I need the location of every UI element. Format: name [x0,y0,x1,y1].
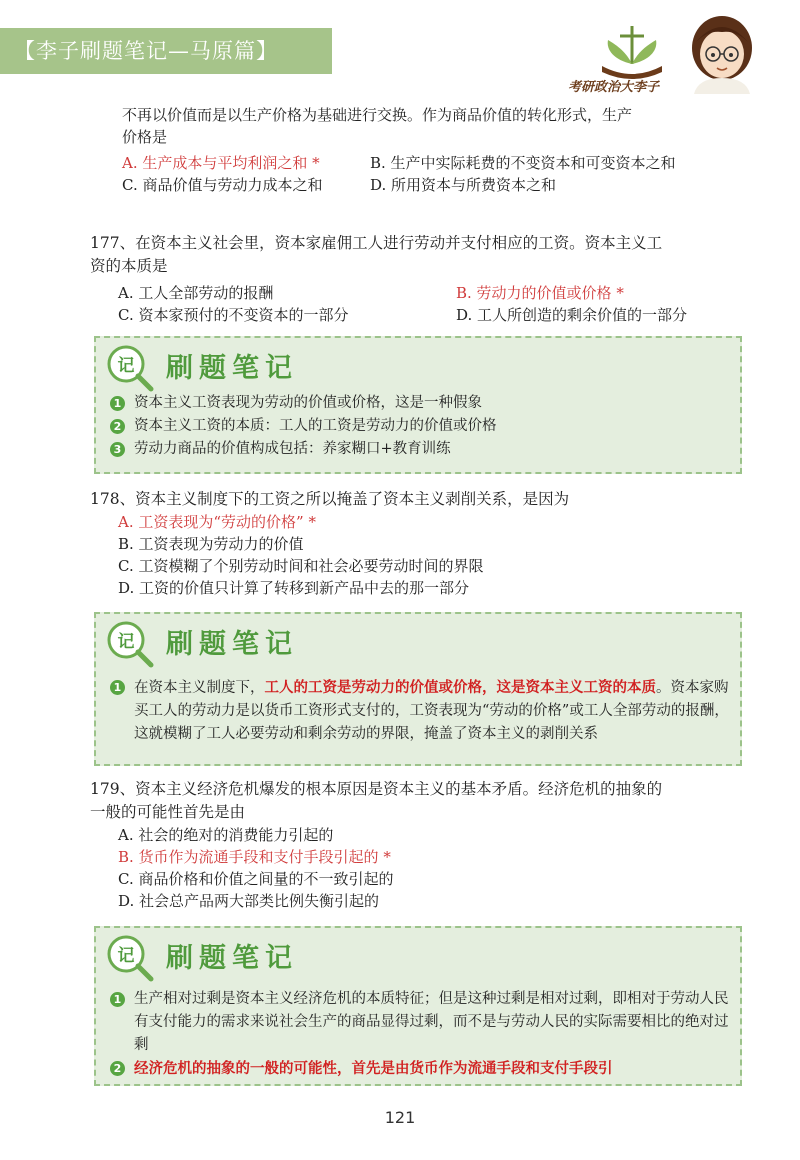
q178-option-a: A. 工资表现为“劳动的价格” * [118,513,316,531]
q179-option-c: C. 商品价格和价值之间量的不一致引起的 [118,870,394,888]
note-header [96,928,740,980]
note-box-3 [94,926,742,1086]
q179-option-d: D. 社会总产品两大部类比例失衡引起的 [118,892,380,910]
q179-option-a: A. 社会的绝对的消费能力引起的 [118,826,334,844]
q179-line2: 一般的可能性首先是由 [90,803,246,821]
note-body [96,390,740,465]
note-item: 1 在资本主义制度下，工人的工资是劳动力的价值或价格，这是资本主义工资的本质。资本家购买工人的劳动力是以货币工资形式支付的，工资表现为“劳动的价格”或工人全部劳动的报酬，这就模糊了工人必要劳动和剩余劳动的界限，掩盖了资本主义的剥削关系 [110,676,730,746]
note-body [96,666,740,750]
header-banner: 【李子刷题笔记—马原篇】 [0,28,332,74]
note-box-2 [94,612,742,766]
q179-line1: 179、资本主义经济危机爆发的根本原因是资本主义的基本矛盾。经济危机的抽象的 [90,780,663,798]
note-item: 3 劳动力商品的价值构成包括：养家糊口+教育训练 [110,438,730,461]
q177-line1: 177、在资本主义社会里，资本家雇佣工人进行劳动并支付相应的工资。资本主义工 [90,234,663,252]
magnifier-icon [104,932,156,984]
number-badge-icon: 2 [110,1061,125,1076]
q178-line1: 178、资本主义制度下的工资之所以掩盖了资本主义剥削关系，是因为 [90,490,570,508]
note-icon-char: 记 [117,356,135,376]
q176-option-c: C. 商品价值与劳动力成本之和 [122,176,323,194]
note-title: 刷题笔记 [166,353,298,384]
q176-option-d: D. 所用资本与所费资本之和 [370,176,557,194]
avatar [680,8,764,94]
q176-options-row2 [122,174,752,196]
number-badge-icon: 1 [110,396,125,411]
q177-options-row2 [90,304,740,326]
note-title: 刷题笔记 [166,629,298,660]
q176-line1: 不再以价值而是以生产价格为基础进行交换。作为商品价值的转化形式，生产 [122,106,633,124]
note-icon-char: 记 [117,632,135,652]
q176-option-a: A. 生产成本与平均利润之和 * [122,154,320,172]
q178-option-b: B. 工资表现为劳动力的价值 [118,535,304,553]
magnifier-icon [104,342,156,394]
note-box-1 [94,336,742,474]
q178-option-d: D. 工资的价值只计算了转移到新产品中去的那一部分 [118,579,470,597]
q176-options-row1 [122,152,752,174]
note-item: 2 资本主义工资的本质：工人的工资是劳动力的价值或价格 [110,415,730,438]
q177-option-b: B. 劳动力的价值或价格 * [456,284,624,302]
number-badge-icon: 2 [110,419,125,434]
note-title: 刷题笔记 [166,943,298,974]
note-icon-char: 记 [117,946,135,966]
q176-option-b: B. 生产中实际耗费的不变资本和可变资本之和 [370,154,676,172]
q177-options-row1 [90,282,740,304]
q177-line2: 资的本质是 [90,257,168,275]
number-badge-icon: 1 [110,680,125,695]
question-177 [90,232,740,326]
q177-option-c: C. 资本家预付的不变资本的一部分 [118,306,349,324]
note-item: 2 经济危机的抽象的一般的可能性，首先是由货币作为流通手段和支付手段引 [110,1057,730,1080]
number-badge-icon: 3 [110,442,125,457]
magnifier-icon [104,618,156,670]
highlight-text: 工人的工资是劳动力的价值或价格，这是资本主义工资的本质 [264,679,656,696]
brand-text: 考研政治大李子 [568,80,660,95]
question-178 [90,488,740,599]
q177-option-d: D. 工人所创造的剩余价值的一部分 [456,306,688,324]
note-item: 1 资本主义工资表现为劳动的价值或价格，这是一种假象 [110,392,730,415]
note-header [96,614,740,666]
logo-icon [592,20,672,84]
page-number: 121 [384,1108,416,1127]
note-item: 1 生产相对过剩是资本主义经济危机的本质特征；但是这种过剩是相对过剩，即相对于劳动人民有支付能力的需求来说社会生产的商品显得过剩，而不是与劳动人民的实际需要相比的绝对过剩 [110,988,730,1057]
q177-option-a: A. 工人全部劳动的报酬 [118,284,274,302]
q176-line2: 价格是 [122,128,168,146]
question-block-top [122,104,752,196]
note-header [96,338,740,390]
q179-option-b: B. 货币作为流通手段和支付手段引起的 * [118,848,391,866]
note-body [96,980,740,1084]
number-badge-icon: 1 [110,992,125,1007]
question-179 [90,778,740,912]
q178-option-c: C. 工资模糊了个别劳动时间和社会必要劳动时间的界限 [118,557,484,575]
